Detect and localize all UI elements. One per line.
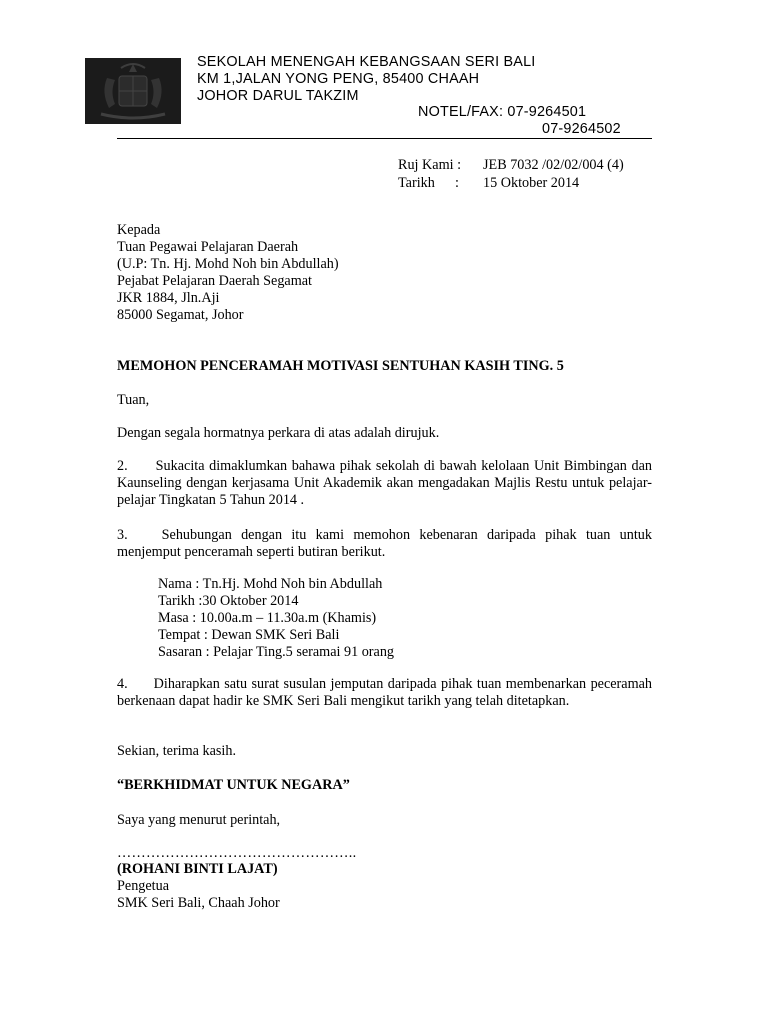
detail-line: Tarikh :30 Oktober 2014 [158, 593, 299, 609]
subject-heading: MEMOHON PENCERAMAH MOTIVASI SENTUHAN KASIH TING. 5 [117, 358, 564, 374]
coat-of-arms-logo [85, 58, 181, 124]
paragraph-text: Diharapkan satu surat susulan jemputan daripada pihak tuan membenarkan peceramah berkenaan dapat hadir ke SMK Seri Bali mengikut tarikh yang telah ditetapkan. [117, 676, 652, 709]
paragraph-number: 2. [117, 458, 128, 474]
reference-block [398, 157, 624, 193]
signatory-organization: SMK Seri Bali, Chaah Johor [117, 895, 280, 911]
recipient-line: Kepada [117, 222, 161, 238]
recipient-line: Pejabat Pelajaran Daerah Segamat [117, 273, 312, 289]
tel-fax-line-1: NOTEL/FAX: 07-9264501 [418, 104, 587, 120]
tarikh-label: Tarikh [398, 175, 435, 191]
salutation: Tuan, [117, 392, 150, 408]
recipient-line: 85000 Segamat, Johor [117, 307, 244, 323]
recipient-line: JKR 1884, Jln.Aji [117, 290, 220, 306]
speaker-details [158, 576, 394, 661]
ruj-value: JEB 7032 /02/02/004 (4) [483, 157, 624, 173]
detail-line: Sasaran : Pelajar Ting.5 seramai 91 orang [158, 644, 395, 660]
paragraph-2 [117, 458, 652, 509]
school-name: SEKOLAH MENENGAH KEBANGSAAN SERI BALI [197, 54, 536, 70]
tel-fax-line-2: 07-9264502 [542, 121, 621, 137]
motto: “BERKHIDMAT UNTUK NEGARA” [117, 777, 350, 793]
signatory-title: Pengetua [117, 878, 170, 894]
detail-line: Nama : Tn.Hj. Mohd Noh bin Abdullah [158, 576, 383, 592]
signature-line: ………………………………………….. [117, 845, 357, 861]
paragraph-number: 3. [117, 527, 128, 543]
tarikh-value: 15 Oktober 2014 [483, 175, 580, 191]
closing-sentence: Sekian, terima kasih. [117, 743, 236, 759]
paragraph-text: Sehubungan dengan itu kami memohon kebenaran daripada pihak tuan untuk menjemput penceramah seperti butiran berikut. [117, 527, 652, 560]
paragraph-3 [117, 527, 652, 561]
opening-sentence: Dengan segala hormatnya perkara di atas adalah dirujuk. [117, 425, 440, 441]
recipient-line: Tuan Pegawai Pelajaran Daerah [117, 239, 299, 255]
detail-line: Tempat : Dewan SMK Seri Bali [158, 627, 340, 643]
recipient-line: (U.P: Tn. Hj. Mohd Noh bin Abdullah) [117, 256, 339, 272]
paragraph-number: 4. [117, 676, 128, 692]
address-line-2: JOHOR DARUL TAKZIM [197, 88, 359, 104]
ruj-label: Ruj Kami : [398, 157, 462, 173]
address-line-1: KM 1,JALAN YONG PENG, 85400 CHAAH [197, 71, 480, 87]
signatory-name: (ROHANI BINTI LAJAT) [117, 861, 278, 877]
tarikh-colon: : [455, 175, 459, 191]
header-divider [117, 138, 652, 139]
detail-line: Masa : 10.00a.m – 11.30a.m (Khamis) [158, 610, 377, 626]
recipient-address [117, 222, 339, 324]
paragraph-text: Sukacita dimaklumkan bahawa pihak sekolah di bawah kelolaan Unit Bimbingan dan Kaunseling dengan kerjasama Unit Akademik akan mengadakan Majlis Restu untuk pelajar-pelajar Tingkatan 5 Tahun 2014 . [117, 458, 652, 508]
signoff: Saya yang menurut perintah, [117, 812, 281, 828]
paragraph-4 [117, 676, 652, 710]
